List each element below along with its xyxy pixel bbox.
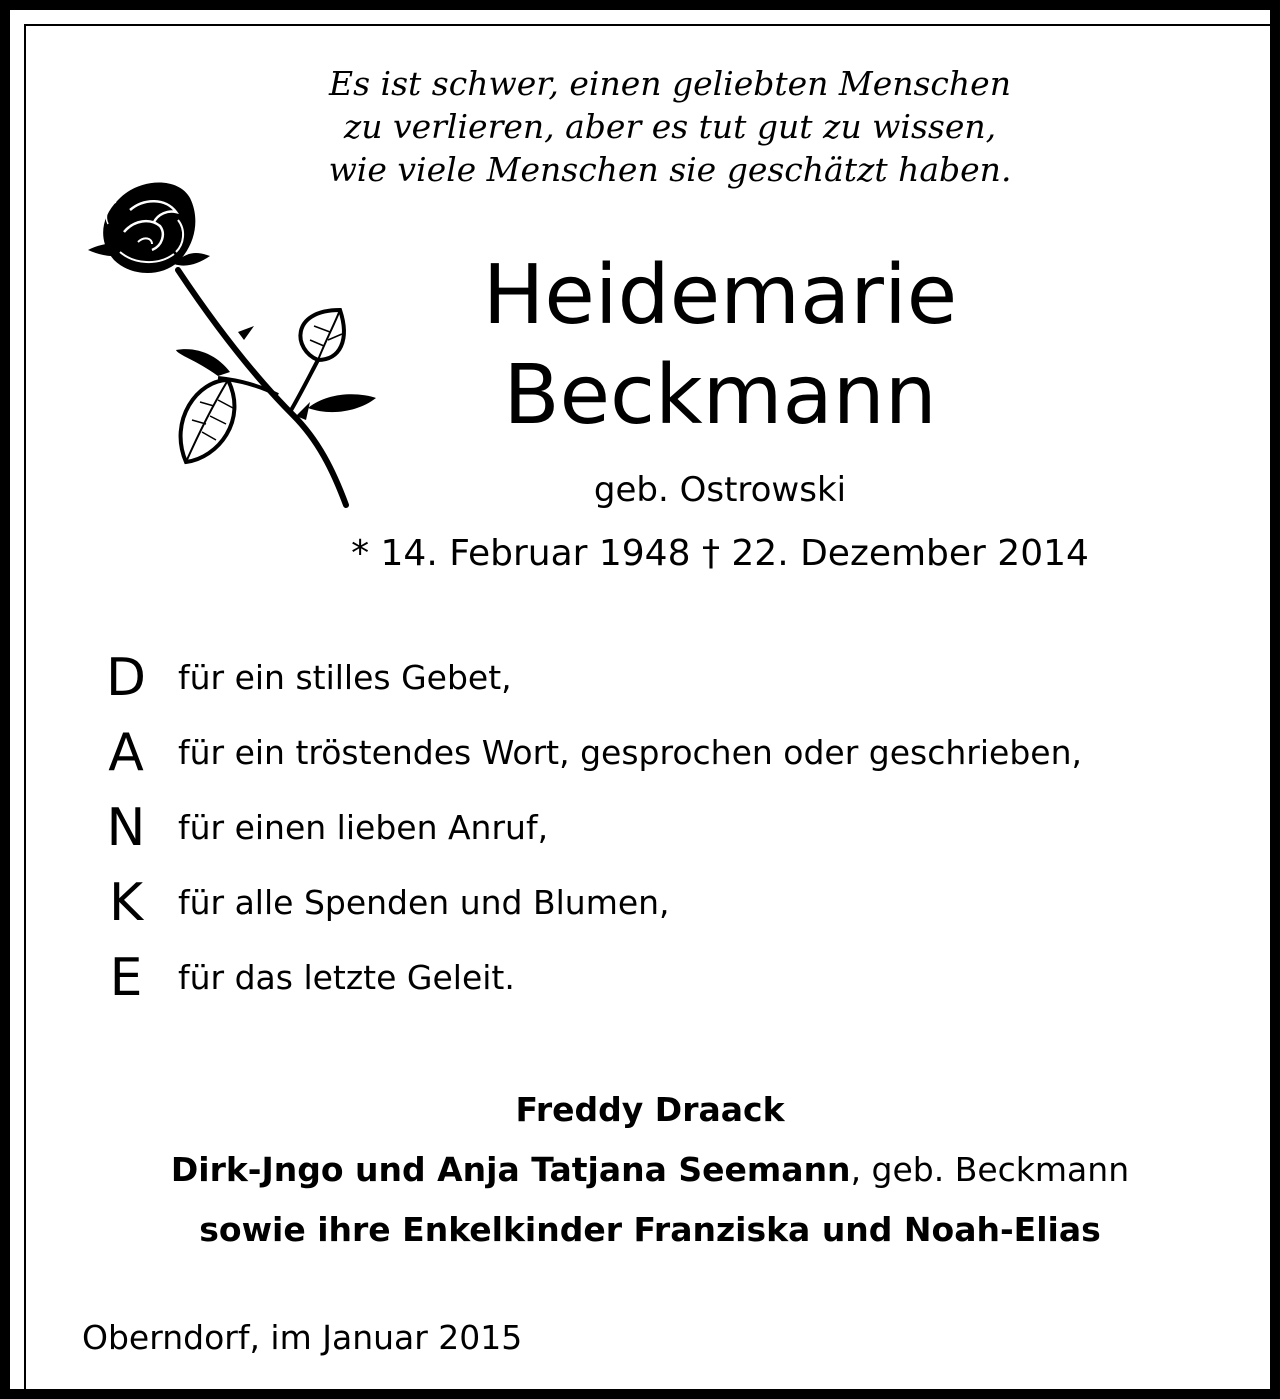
quote-line: Es ist schwer, einen geliebten Menschen xyxy=(329,64,1011,103)
danke-row xyxy=(76,790,1236,865)
danke-row xyxy=(76,865,1236,940)
signer-line-2 xyxy=(40,1140,1260,1200)
danke-text: für das letzte Geleit. xyxy=(178,957,515,997)
danke-row xyxy=(76,640,1236,715)
first-name: Heidemarie xyxy=(482,248,958,343)
signers xyxy=(40,1080,1260,1260)
signer-names: Dirk-Jngo und Anja Tatjana Seemann xyxy=(170,1150,851,1189)
signer-line-3: sowie ihre Enkelkinder Franziska und Noah-Elias xyxy=(199,1210,1101,1249)
quote-line: zu verlieren, aber es tut gut zu wissen, xyxy=(343,107,997,146)
danke-text: für ein tröstendes Wort, gesprochen oder geschrieben, xyxy=(178,732,1082,772)
danke-list xyxy=(76,640,1236,1015)
signer-birth-name: , geb. Beckmann xyxy=(850,1150,1130,1189)
place-date: Oberndorf, im Januar 2015 xyxy=(82,1318,523,1357)
deceased-name xyxy=(390,246,1050,446)
danke-row xyxy=(76,940,1236,1015)
rose-icon xyxy=(78,180,388,510)
danke-letter: A xyxy=(108,722,144,783)
danke-letter: D xyxy=(105,647,147,708)
danke-text: für alle Spenden und Blumen, xyxy=(178,882,670,922)
life-dates: * 14. Februar 1948 † 22. Dezember 2014 xyxy=(351,533,1089,574)
memorial-quote xyxy=(310,62,1030,191)
birth-name: geb. Ostrowski xyxy=(593,470,847,510)
danke-text: für ein stilles Gebet, xyxy=(178,657,512,697)
signer-line-1: Freddy Draack xyxy=(515,1090,785,1129)
quote-line: wie viele Menschen sie geschätzt haben. xyxy=(328,150,1012,189)
danke-letter: K xyxy=(108,872,144,933)
danke-row xyxy=(76,715,1236,790)
danke-letter: N xyxy=(106,797,146,858)
danke-text: für einen lieben Anruf, xyxy=(178,807,549,847)
danke-letter: E xyxy=(109,947,143,1008)
last-name: Beckmann xyxy=(503,348,937,443)
